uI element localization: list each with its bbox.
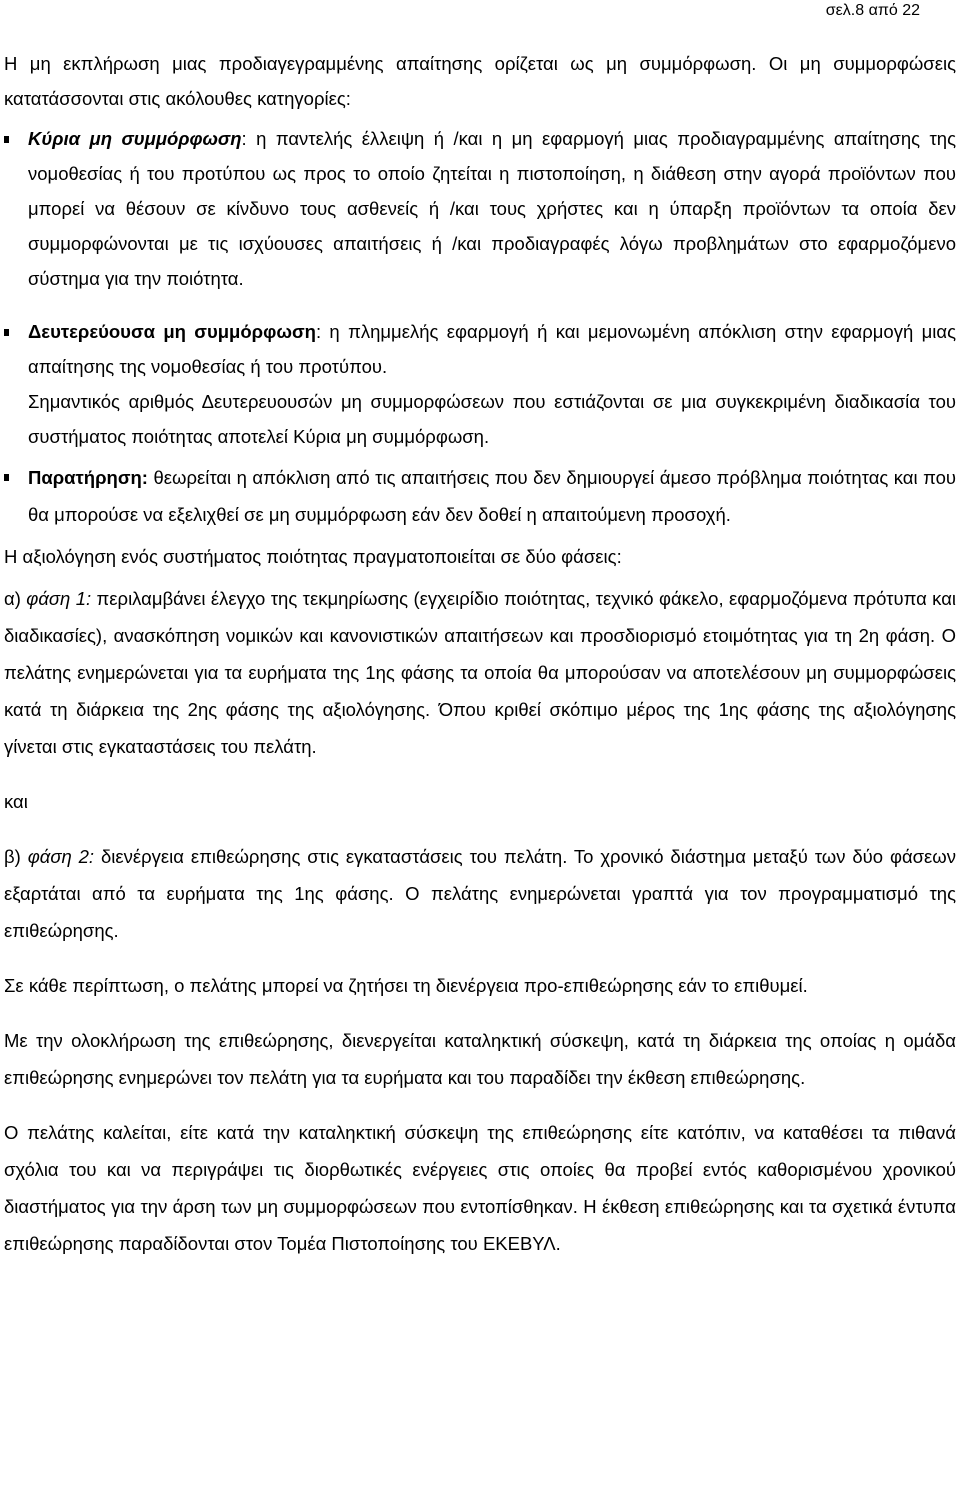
phase-text: περιλαμβάνει έλεγχο της τεκμηρίωσης (εγχειρίδιο ποιότητας, τεχνικό φάκελο, εφαρμοζόμενα πρότυπα και διαδικασίες), ανασκόπηση νομικών και κανονιστικών απαιτήσεων και προσδιορισμό ετοιμότητας για τη 2η φάση. Ο πελάτης ενημερώνεται για τα ευρήματα της 1ης φάσης τα οποία θα μπορούσαν να αποτελέσουν μη συμμορφώσεις κατά τη διάρκεια της 2ης φάσης της αξιολόγησης. Όπου κριθεί σκόπιμο μέρος της 1ης φάσης της αξιολόγησης γίνεται στις εγκαταστάσεις του πελάτη. — [4, 588, 957, 757]
square-bullet-icon — [4, 474, 9, 481]
bullet-extra-text: Σημαντικός αριθμός Δευτερευουσών μη συμμορφώσεων που εστιάζονται σε μια συγκεκριμένη διαδικασία του συστήματος ποιότητας αποτελεί Κύρια μη συμμόρφωση. — [28, 391, 956, 447]
bullet-major-nonconformity — [4, 121, 956, 296]
phase-label: φάση 1: — [26, 588, 92, 609]
phases-intro: Η αξιολόγηση ενός συστήματος ποιότητας πραγματοποιείται σε δύο φάσεις: — [4, 546, 622, 567]
square-bullet-icon — [4, 329, 9, 336]
closing-meeting-paragraph: Με την ολοκλήρωση της επιθεώρησης, διενεργείται καταληκτική σύσκεψη, κατά τη διάρκεια της οποίας η ομάδα επιθεώρησης ενημερώνει τον πελάτη για τα ευρήματα και του παραδίδει την έκθεση επιθεώρησης. — [4, 1030, 956, 1088]
list-marker: α) — [4, 588, 27, 609]
phase-text: διενέργεια επιθεώρησης στις εγκαταστάσεις του πελάτη. Το χρονικό διάστημα μεταξύ των δύο φάσεων εξαρτάται από τα ευρήματα της 1ης φάσης. Ο πελάτης ενημερώνεται γραπτά για τον προγραμματισμό της επιθεώρησης. — [4, 846, 956, 941]
phase-2-paragraph — [4, 838, 956, 949]
page-content — [4, 46, 956, 1262]
page-number: σελ.8 από 22 — [825, 2, 920, 19]
and-paragraph: και — [4, 791, 28, 812]
phase-1-paragraph — [4, 580, 956, 765]
bullet-label: Κύρια μη συμμόρφωση — [28, 128, 242, 149]
list-marker: β) — [4, 846, 28, 867]
bullet-label: Δευτερεύουσα μη συμμόρφωση — [28, 321, 316, 342]
square-bullet-icon — [4, 136, 9, 143]
bullet-observation — [4, 459, 956, 533]
intro-paragraph: Η μη εκπλήρωση μιας προδιαγεγραμμένης απαίτησης ορίζεται ως μη συμμόρφωση. Οι μη συμμορφώσεις κατατάσσονται στις ακόλουθες κατηγορίες: — [4, 53, 956, 109]
bullet-text: θεωρείται η απόκλιση από τις απαιτήσεις που δεν δημιουργεί άμεσο πρόβλημα ποιότητας και που θα μπορούσε να εξελιχθεί σε μη συμμόρφωση εάν δεν δοθεί η απαιτούμενη προσοχή. — [28, 467, 956, 525]
phase-label: φάση 2: — [27, 846, 95, 867]
pre-audit-paragraph: Σε κάθε περίπτωση, ο πελάτης μπορεί να ζητήσει τη διενέργεια προ-επιθεώρησης εάν το επιθυμεί. — [4, 975, 808, 996]
bullet-text: : η παντελής έλλειψη ή /και η μη εφαρμογή μιας προδιαγραμμένης απαίτησης της νομοθεσίας ή του προτύπου ως προς το οποίο ζητείται η πιστοποίηση, η διάθεση στην αγορά προϊόντων που μπορεί να θέσουν σε κίνδυνο τους ασθενείς ή /και τους χρήστες και η ύπαρξη προϊόντων τα οποία δεν συμμορφώνονται με τις ισχύουσες απαιτήσεις ή /και προδιαγραφές λόγω προβλημάτων στο εφαρμοζόμενο σύστημα για την ποιότητα. — [28, 128, 956, 289]
corrective-actions-paragraph: Ο πελάτης καλείται, είτε κατά την καταληκτική σύσκεψη της επιθεώρησης είτε κατόπιν, να καταθέσει τα πιθανά σχόλια του και να περιγράψει τις διορθωτικές ενέργειες στις οποίες θα προβεί εντός καθορισμένου χρονικού διαστήματος για την άρση των μη συμμορφώσεων που εντοπίσθηκαν. Η έκθεση επιθεώρησης και τα σχετικά έντυπα επιθεώρησης παραδίδονται στον Τομέα Πιστοποίησης του ΕΚΕΒΥΛ. — [4, 1122, 956, 1254]
bullet-text: : η πλημμελής εφαρμογή ή και μεμονωμένη απόκλιση στην εφαρμογή μιας απαίτησης της νομοθεσίας ή του προτύπου. — [28, 321, 956, 377]
bullet-minor-nonconformity — [4, 314, 956, 454]
bullet-label: Παρατήρηση: — [28, 467, 148, 488]
